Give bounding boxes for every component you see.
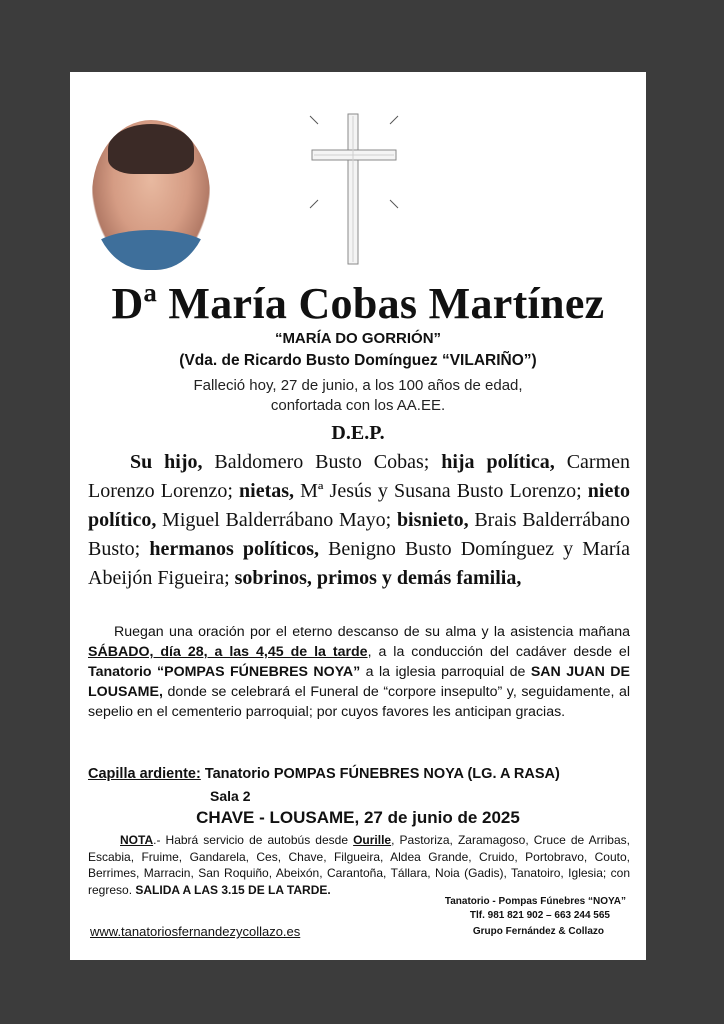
obituary-card [70,72,646,960]
prayer-paragraph [88,622,630,722]
service-date-time: SÁBADO, día 28, a las 4,45 de la tarde [88,644,368,660]
website-link[interactable]: www.tanatoriosfernandezycollazo.es [90,924,301,939]
cross-icon [302,112,406,272]
chapel-room: Sala 2 [210,788,251,804]
son: Baldomero Busto Cobas; [202,451,442,473]
portrait-photo [92,120,210,270]
nickname: “MARÍA DO GORRIÓN” [274,330,442,347]
chapel-value: Tanatorio POMPAS FÚNEBRES NOYA (LG. A RASA) [200,766,560,782]
chapel-line [88,766,630,782]
place-date: CHAVE - LOUSAME, 27 de junio de 2025 [196,808,520,827]
prayer-text-1: Ruegan una oración por el eterno descanso de su alma y la asistencia mañana [114,624,630,640]
chapel-label: Capilla ardiente: [88,766,201,782]
funeral-home-name: Tanatorio “POMPAS FÚNEBRES NOYA” [88,664,361,680]
granddaughters: Mª Jesús y Susana Busto Lorenzo; [294,480,588,502]
footer-phones: Tlf. 981 821 902 – 663 244 565 [469,910,610,921]
daughter-in-law-label: hija política, [441,451,555,473]
daughter-in-law: Carmen Lorenzo Lorenzo; [88,451,631,502]
portrait-hair [108,124,194,174]
siblings-in-law: Benigno Busto Domínguez y María Abeijón Figueira; [88,538,630,589]
prayer-text-3: a la iglesia parroquial de [360,664,531,680]
deceased-name: Dª María Cobas Martínez [111,279,605,328]
granddaughters-label: nietas, [239,480,295,502]
portrait-shirt [92,230,210,270]
nota-text-1: .- Habrá servicio de autobús desde [153,833,354,847]
son-label: Su hijo, [130,451,203,473]
church-name: SAN JUAN DE LOUSAME, [88,664,630,700]
nota-origin: Ourille [353,833,392,847]
death-notice [110,376,606,416]
prayer-text-2: , a la conducción del cadáver desde el [367,644,630,660]
widow-of: (Vda. de Ricardo Busto Domínguez “VILARIÑO”) [179,352,537,369]
dep-heading: D.E.P. [331,422,385,444]
great-grandson-label: bisnieto, [396,509,469,531]
nota-label: NOTA [120,833,154,847]
footer-group: Grupo Fernández & Collazo [472,926,604,937]
footer-funeral-home: Tanatorio - Pompas Fúnebres “NOYA” [444,896,626,907]
nota-text-2: , Pastoriza, Zaramagoso, Cruce de Arribas, Escabia, Fruime, Gandarela, Ces, Chave, Filgueira, Aldea Grande, Cruido, Portobravo, Couto, Berrimes, Marracin, San Roquiño, Abeixón, Carantoña, Tállara, Noia (Gadis), Tanatoiro, Iglesia; con regreso. [88,833,630,897]
prayer-text-4: donde se celebrará el Funeral de “corpore insepulto” y, seguidamente, al sepelio en el cementerio parroquial; por cuyos favores les anticipan gracias. [88,684,630,720]
grandson-in-law-label: nieto político, [88,480,630,531]
bus-note [88,832,630,898]
rest-of-family: sobrinos, primos y demás familia, [234,567,522,589]
siblings-in-law-label: hermanos políticos, [149,538,319,560]
family-paragraph [88,448,630,593]
nota-departure: SALIDA A LAS 3.15 DE LA TARDE. [135,882,331,897]
death-line-2: confortada con los AA.EE. [270,397,446,414]
grandson-in-law: Miguel Balderrábano Mayo; [156,509,397,531]
death-line-1: Falleció hoy, 27 de junio, a los 100 años de edad, [193,377,523,394]
great-grandson: Brais Balderrábano Busto; [88,509,630,560]
